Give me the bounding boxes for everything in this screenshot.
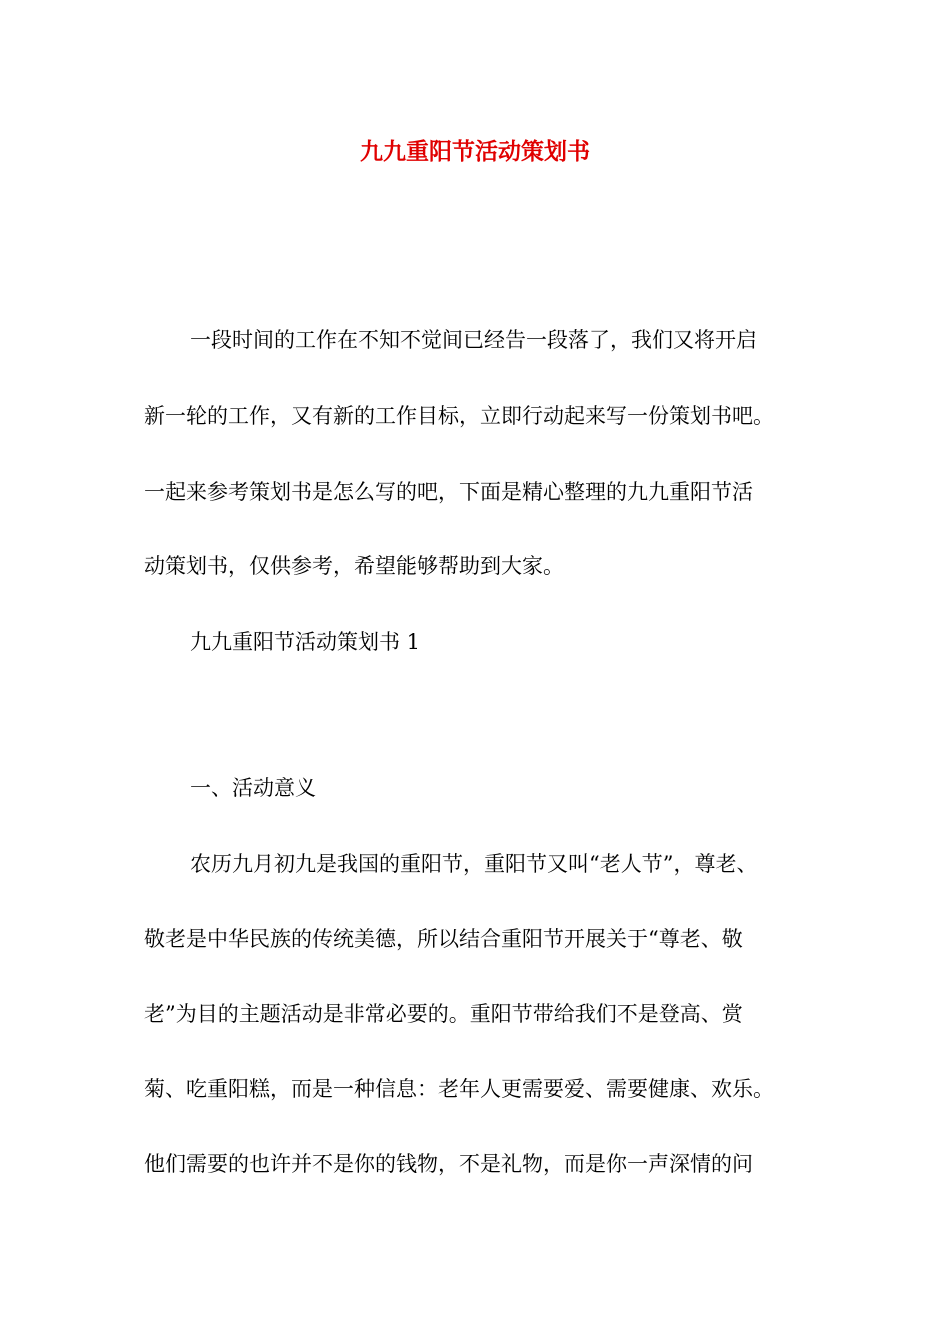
section-heading-plan-1: 九九重阳节活动策划书 1	[190, 630, 421, 654]
document-title: 九九重阳节活动策划书	[360, 138, 590, 165]
paragraph-line: 一段时间的工作在不知不觉间已经告一段落了，我们又将开启	[190, 328, 757, 352]
paragraph-line: 老”为目的主题活动是非常必要的。重阳节带给我们不是登高、赏	[144, 1002, 743, 1026]
section-heading-activity-meaning: 一、活动意义	[190, 776, 316, 800]
paragraph-line: 敬老是中华民族的传统美德，所以结合重阳节开展关于“尊老、敬	[144, 927, 743, 951]
paragraph-line: 新一轮的工作，又有新的工作目标，立即行动起来写一份策划书吧。	[144, 404, 774, 428]
paragraph-line: 他们需要的也许并不是你的钱物，不是礼物，而是你一声深情的问	[144, 1152, 753, 1176]
paragraph-line: 动策划书，仅供参考，希望能够帮助到大家。	[144, 554, 564, 578]
paragraph-line: 一起来参考策划书是怎么写的吧，下面是精心整理的九九重阳节活	[144, 480, 753, 504]
paragraph-line: 农历九月初九是我国的重阳节，重阳节又叫“老人节”，尊老、	[190, 852, 758, 876]
paragraph-line: 菊、吃重阳糕，而是一种信息：老年人更需要爱、需要健康、欢乐。	[144, 1077, 774, 1101]
